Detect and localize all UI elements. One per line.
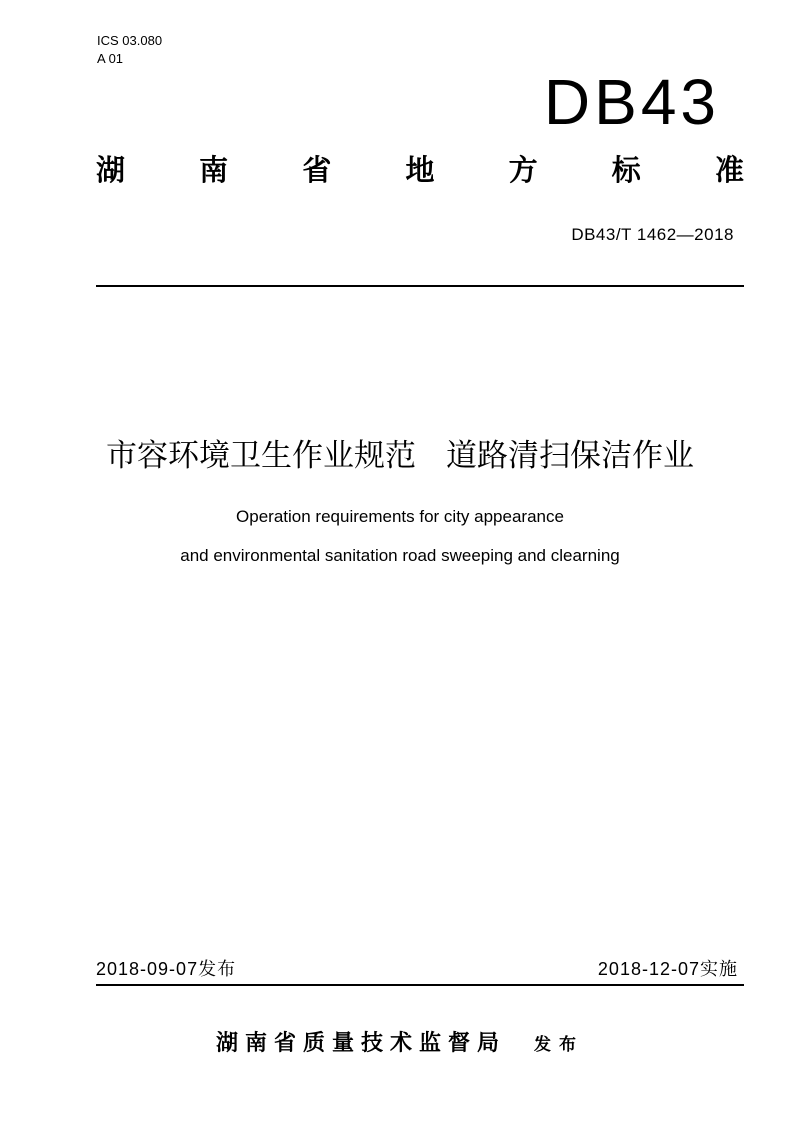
standard-name-char: 准 — [714, 153, 744, 187]
standard-name-char: 标 — [611, 153, 641, 187]
document-title-en-line2: and environmental sanitation road sweeping and clearning — [180, 546, 620, 565]
top-divider — [96, 285, 744, 287]
standard-name-char: 地 — [405, 153, 435, 187]
issue-word: 发布 — [534, 1035, 584, 1055]
implement-date: 2018-12-07实施 — [597, 959, 738, 979]
title-cn-part2: 道路清扫保洁作业 — [446, 438, 694, 474]
standard-name-char: 省 — [302, 153, 332, 187]
standard-name-char: 南 — [199, 153, 229, 187]
standard-number: DB43/T 1462—2018 — [571, 225, 734, 244]
issuer-line — [0, 1028, 800, 1061]
standard-category-name — [96, 150, 744, 190]
db43-logo: DB43 — [543, 66, 720, 138]
classification-code: A 01 — [97, 51, 124, 66]
issue-date: 2018-09-07发布 — [96, 959, 237, 979]
title-cn-part1: 市容环境卫生作业规范 — [106, 438, 416, 474]
ics-code: ICS 03.080 — [97, 33, 163, 48]
document-title-en-line1: Operation requirements for city appearance — [236, 507, 564, 526]
issuer-org: 湖南省质量技术监督局 — [215, 1031, 506, 1056]
standard-name-char: 方 — [508, 153, 538, 187]
standard-name-char: 湖 — [96, 153, 126, 187]
document-title-cn — [0, 434, 800, 478]
ics-code-block — [97, 32, 162, 68]
bottom-divider — [96, 984, 744, 986]
